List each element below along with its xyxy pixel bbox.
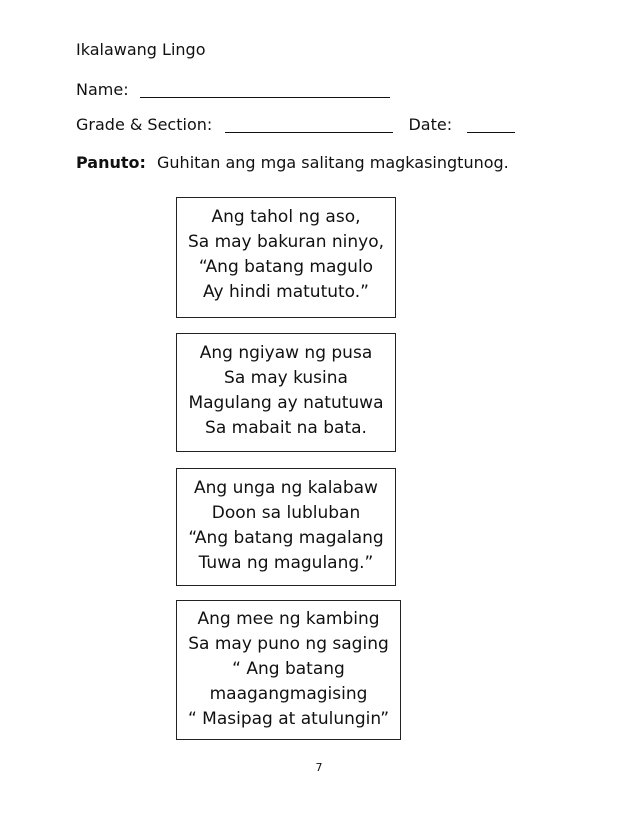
poem-line: Magulang ay natutuwa (188, 393, 384, 413)
week-title: Ikalawang Lingo (76, 40, 206, 59)
poem-line: “ Ang batang (232, 659, 345, 679)
poem-line: Ang ngiyaw ng pusa (199, 343, 373, 363)
poem-box-4 (176, 600, 401, 740)
poem-line: Ang tahol ng aso, (211, 207, 361, 227)
poem-line: “Ang batang magalang (188, 528, 384, 548)
poem-box-2 (176, 333, 396, 452)
name-blank[interactable] (140, 81, 390, 98)
poem-line: Doon sa lubluban (211, 503, 361, 523)
date-blank[interactable] (467, 116, 515, 133)
poem-line: Ay hindi matututo.” (203, 282, 369, 302)
instruction-text: Guhitan ang mga salitang magkasingtunog. (157, 153, 509, 172)
poem-line: maagangmagising (209, 684, 368, 704)
instruction-label: Panuto: (76, 153, 146, 172)
poem-line: Sa may kusina (224, 368, 348, 388)
grade-section-row (76, 115, 515, 134)
poem-box-3 (176, 468, 396, 586)
grade-section-label: Grade & Section: (76, 115, 213, 134)
poem-box-1 (176, 197, 396, 318)
grade-section-blank[interactable] (225, 116, 393, 133)
poem-line: Sa may bakuran ninyo, (187, 232, 385, 252)
instruction-row (76, 153, 509, 172)
poem-line: Tuwa ng magulang.” (198, 553, 374, 573)
name-field-row (76, 80, 390, 99)
name-label: Name: (76, 80, 129, 99)
poem-line: Ang unga ng kalabaw (194, 478, 378, 498)
poem-line: Sa may puno ng saging (188, 634, 389, 654)
poem-line: “ Masipag at atulungin” (187, 709, 390, 729)
poem-line: Sa mabait na bata. (205, 418, 367, 438)
poem-line: Ang mee ng kambing (197, 609, 380, 629)
page-number: 7 (315, 761, 323, 774)
poem-line: “Ang batang magulo (198, 257, 374, 277)
date-label: Date: (408, 115, 453, 134)
